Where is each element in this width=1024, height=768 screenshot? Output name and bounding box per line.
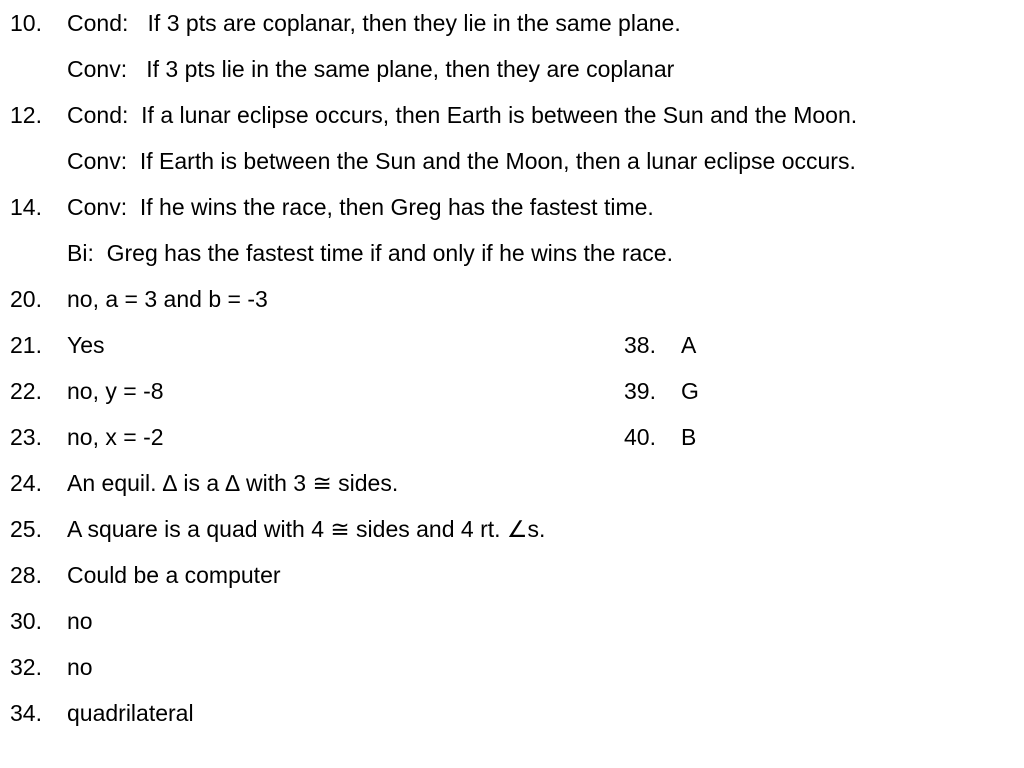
item-number: 25. bbox=[10, 516, 42, 542]
item-number: 38. bbox=[624, 332, 656, 358]
item-number: 21. bbox=[10, 332, 42, 358]
item-number: 20. bbox=[10, 286, 42, 312]
item-number: 22. bbox=[10, 378, 42, 404]
item-number: 34. bbox=[10, 700, 42, 726]
item-text: no bbox=[67, 608, 93, 634]
item-text: G bbox=[681, 378, 699, 404]
item-text: Conv: If Earth is between the Sun and the Moon, then a lunar eclipse occurs. bbox=[67, 148, 856, 174]
item-number: 28. bbox=[10, 562, 42, 588]
item-text: Cond: If 3 pts are coplanar, then they lie in the same plane. bbox=[67, 10, 681, 36]
item-text: no bbox=[67, 654, 93, 680]
item-text: no, y = -8 bbox=[67, 378, 164, 404]
item-text: An equil. ∆ is a ∆ with 3 ≅ sides. bbox=[67, 470, 399, 496]
item-text: A bbox=[681, 332, 697, 358]
item-text: Could be a computer bbox=[67, 562, 281, 588]
item-number: 40. bbox=[624, 424, 656, 450]
item-number: 23. bbox=[10, 424, 42, 450]
item-text: Conv: If he wins the race, then Greg has the fastest time. bbox=[67, 194, 654, 220]
item-text: Bi: Greg has the fastest time if and only if he wins the race. bbox=[67, 240, 673, 266]
item-number: 24. bbox=[10, 470, 42, 496]
item-number: 12. bbox=[10, 102, 42, 128]
item-text: quadrilateral bbox=[67, 700, 194, 726]
item-number: 14. bbox=[10, 194, 42, 220]
item-number: 39. bbox=[624, 378, 656, 404]
item-text: Yes bbox=[67, 332, 105, 358]
item-text: no, x = -2 bbox=[67, 424, 164, 450]
item-text: B bbox=[681, 424, 697, 450]
item-number: 10. bbox=[10, 10, 42, 36]
item-text: Conv: If 3 pts lie in the same plane, then they are coplanar bbox=[67, 56, 675, 82]
item-number: 32. bbox=[10, 654, 42, 680]
item-text: A square is a quad with 4 ≅ sides and 4 rt. ∠s. bbox=[67, 516, 546, 542]
item-number: 30. bbox=[10, 608, 42, 634]
item-text: Cond: If a lunar eclipse occurs, then Earth is between the Sun and the Moon. bbox=[67, 102, 858, 128]
item-text: no, a = 3 and b = -3 bbox=[67, 286, 268, 312]
